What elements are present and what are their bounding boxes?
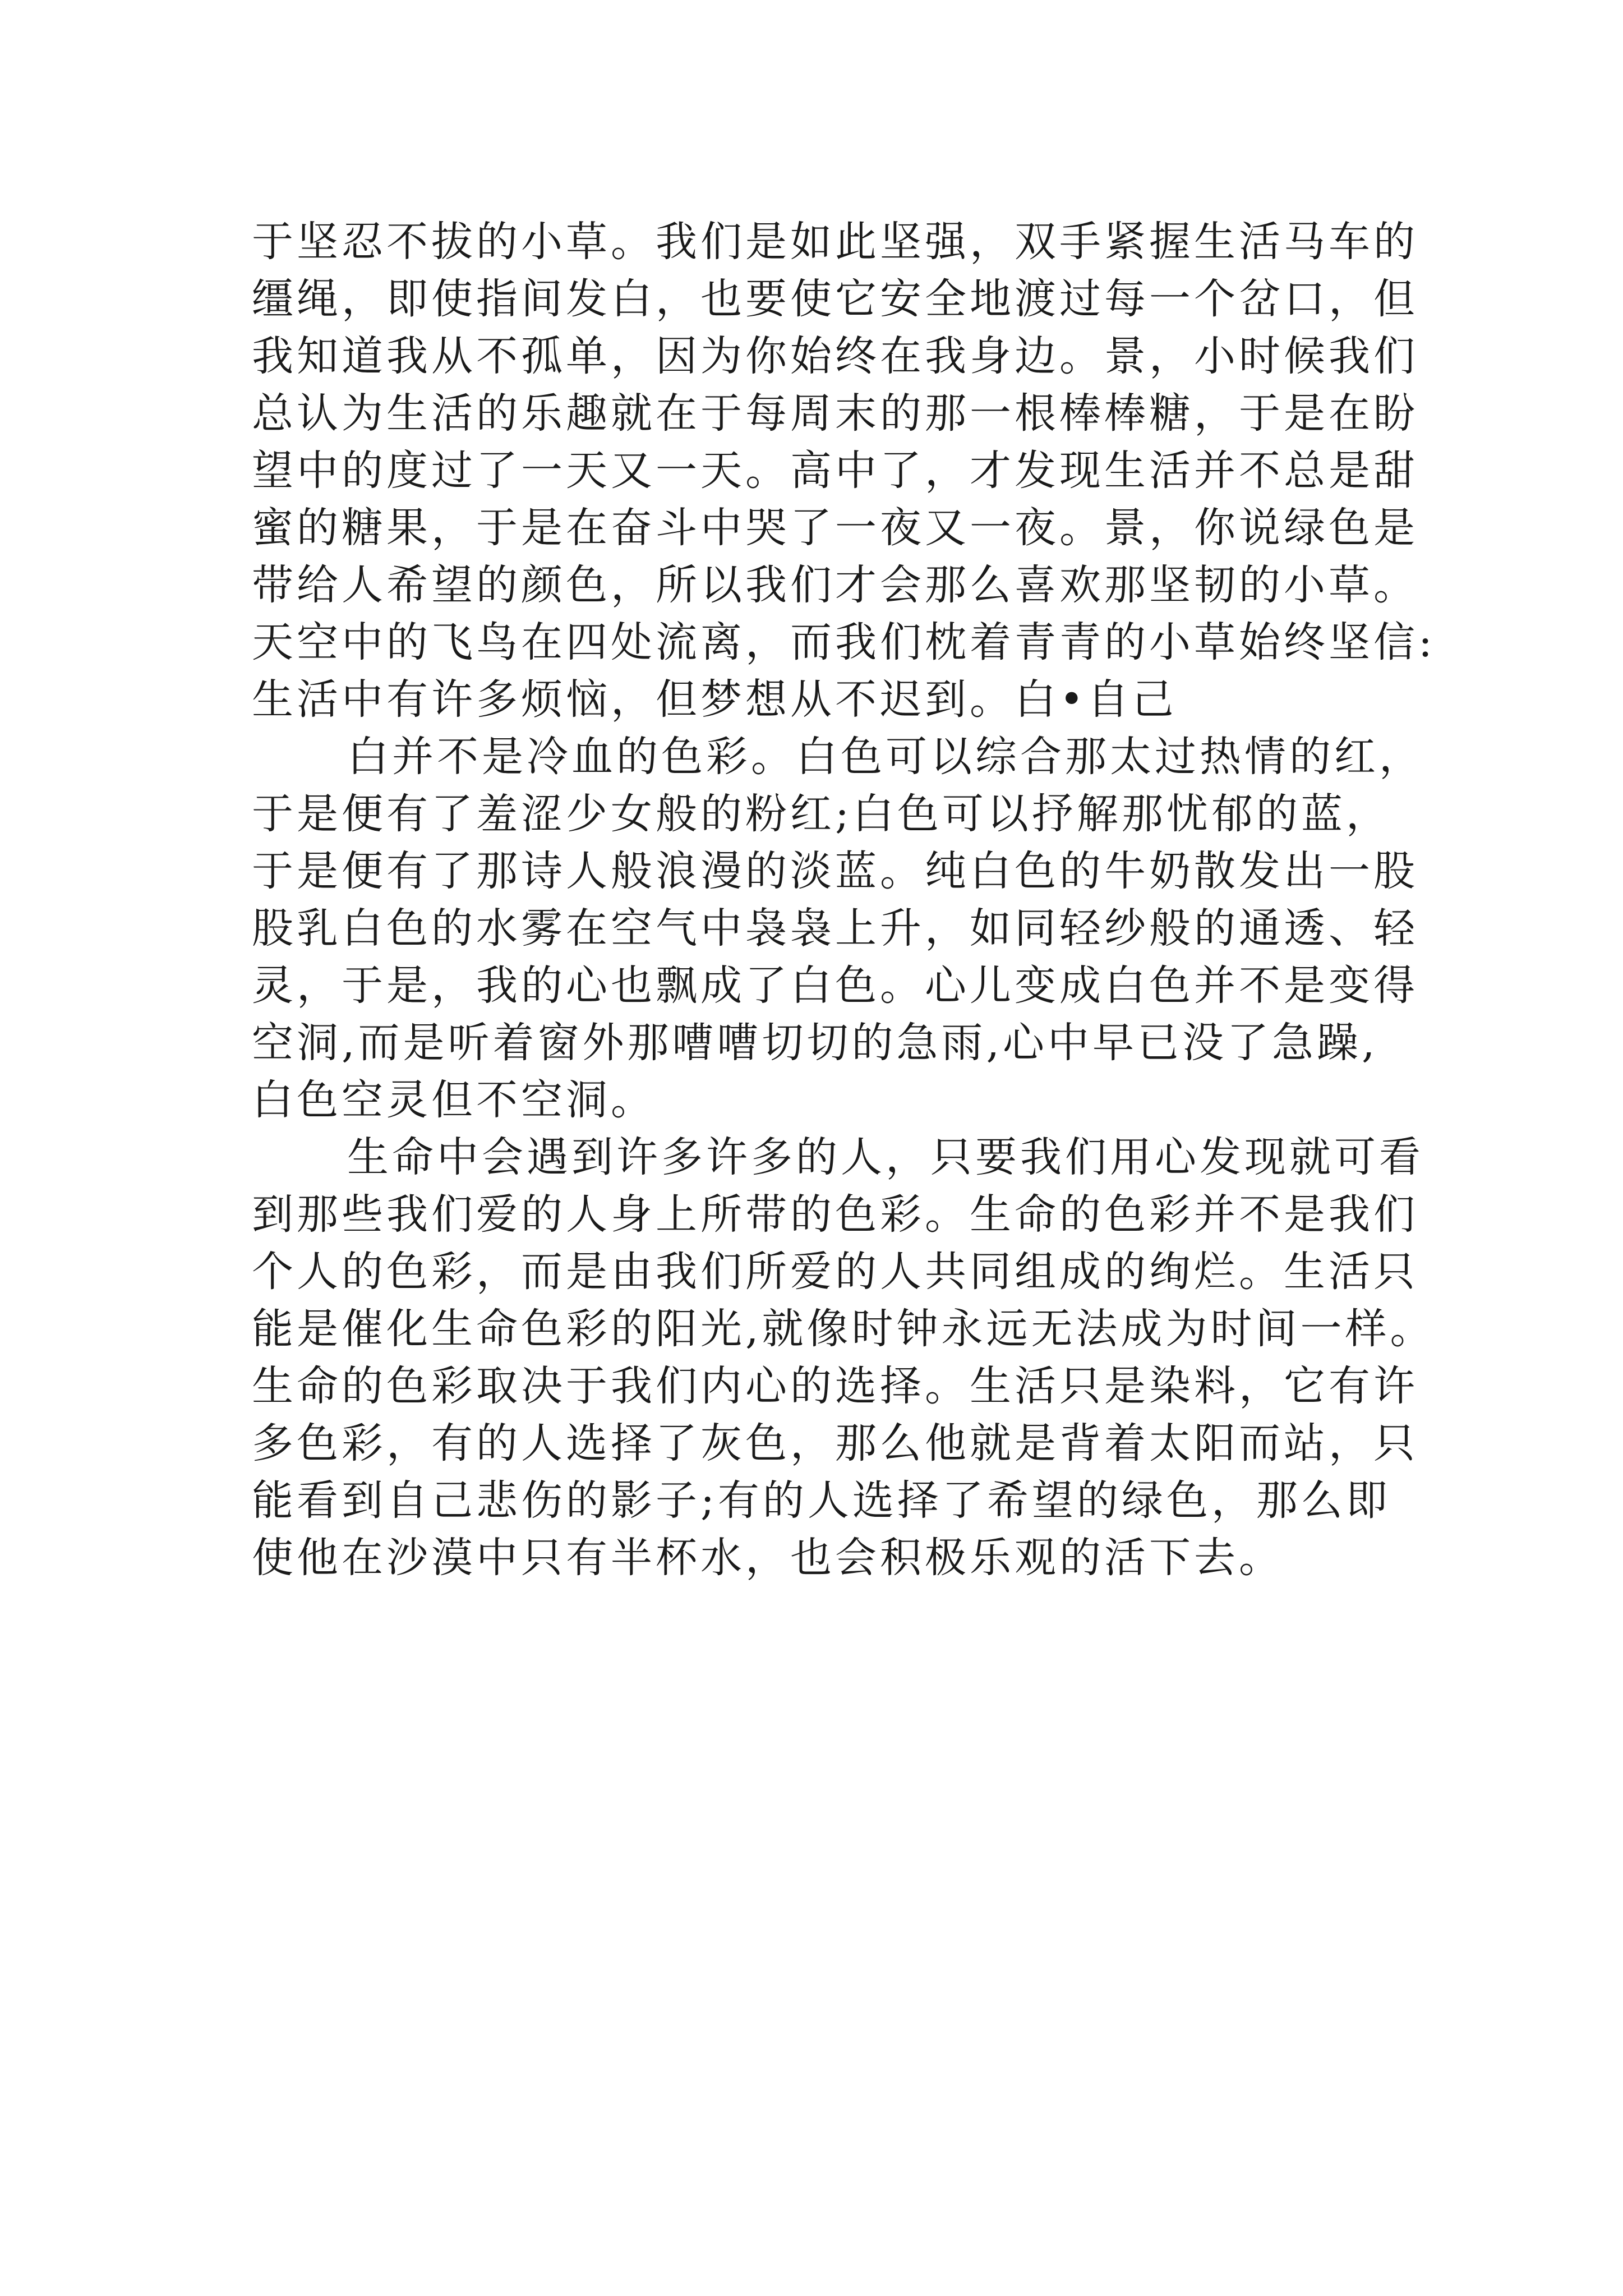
text-line: 白并不是冷血的色彩。白色可以综合那太过热情的红， [347, 733, 1424, 781]
text-line: 我知道我从不孤单，因为你始终在我身边。景，小时候我们 [252, 332, 1418, 380]
text-line: 生命的色彩取决于我们内心的选择。生活只是染料，它有许 [252, 1362, 1418, 1410]
paragraph-3 [252, 1129, 1435, 1586]
text-line: 于坚忍不拔的小草。我们是如此坚强，双手紧握生活马车的 [252, 218, 1418, 266]
text-line: 灵，于是，我的心也飘成了白色。心儿变成白色并不是变得 [252, 961, 1418, 1010]
text-line: 白色空灵但不空洞。 [252, 1076, 656, 1124]
text-line: 生活中有许多烦恼，但梦想从不迟到。白•自己 [252, 675, 1177, 724]
text-line: 股乳白色的水雾在空气中袅袅上升，如同轻纱般的通透、轻 [252, 904, 1418, 953]
text-line: 个人的色彩，而是由我们所爱的人共同组成的绚烂。生活只 [252, 1248, 1418, 1296]
text-line: 生命中会遇到许多许多的人，只要我们用心发现就可看 [347, 1133, 1424, 1181]
text-line: 多色彩，有的人选择了灰色，那么他就是背着太阳而站，只 [252, 1419, 1418, 1467]
text-line: 天空中的飞鸟在四处流离，而我们枕着青青的小草始终坚信: [252, 618, 1436, 666]
text-line: 缰绳，即使指间发白，也要使它安全地渡过每一个岔口，但 [252, 275, 1418, 323]
text-line: 于是便有了那诗人般浪漫的淡蓝。纯白色的牛奶散发出一股 [252, 847, 1418, 895]
text-line: 蜜的糖果，于是在奋斗中哭了一夜又一夜。景，你说绿色是 [252, 504, 1418, 552]
text-line: 带给人希望的颜色，所以我们才会那么喜欢那坚韧的小草。 [252, 561, 1418, 609]
text-line: 使他在沙漠中只有半杯水，也会积极乐观的活下去。 [252, 1534, 1284, 1582]
text-line: 总认为生活的乐趣就在于每周末的那一根棒棒糖，于是在盼 [252, 389, 1418, 438]
text-line: 能看到自己悲伤的影子;有的人选择了希望的绿色，那么即 [252, 1476, 1391, 1525]
document-body [252, 213, 1436, 1586]
text-line: 望中的度过了一天又一天。高中了，才发现生活并不总是甜 [252, 447, 1418, 495]
paragraph-1 [252, 213, 1436, 728]
paragraph-2 [252, 728, 1424, 1129]
text-line: 于是便有了羞涩少女般的粉红;白色可以抒解那忧郁的蓝， [252, 790, 1391, 838]
text-line: 空洞,而是听着窗外那嘈嘈切切的急雨,心中早已没了急躁, [252, 1019, 1378, 1067]
text-line: 能是催化生命色彩的阳光,就像时钟永远无法成为时间一样。 [252, 1305, 1435, 1353]
text-line: 到那些我们爱的人身上所带的色彩。生命的色彩并不是我们 [252, 1190, 1418, 1239]
